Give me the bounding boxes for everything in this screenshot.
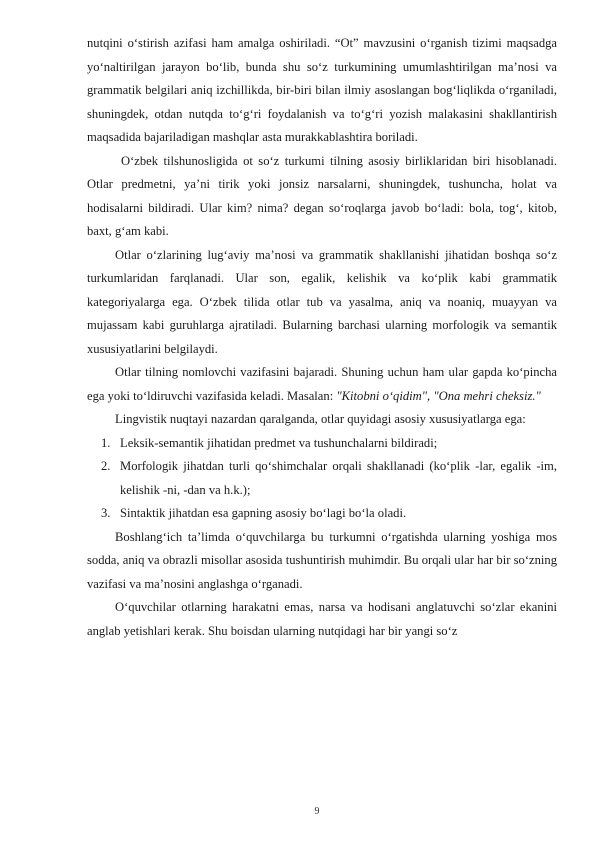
- list-item: [87, 502, 557, 526]
- paragraph-1: nutqini o‘stirish azifasi ham amalga oshiriladi. “Ot” mavzusini o‘rganish tizimi maqsadga yo‘naltirilgan jarayon bo‘lib, bunda shu so‘z turkumining umumlashtirilgan ma’nosi va grammatik belgilari aniq izchillikda, bir-biri bilan ilmiy asoslangan bog‘liqlikda o‘rganiladi, shuningdek, otdan nutqda to‘g‘ri foydalanish va to‘g‘ri yozish malakasini shakllantirish maqsadida bajariladigan mashqlar asta murakkablashtira boriladi.: [87, 36, 557, 144]
- list-item: [87, 455, 557, 502]
- paragraph-3: Otlar o‘zlarining lug‘aviy ma’nosi va grammatik shakllanishi jihatidan boshqa so‘z turkumlaridan farqlanadi. Ular son, egalik, kelishik va ko‘plik kabi grammatik kategoriyalarga ega. O‘zbek tilida otlar tub va yasalma, aniq va noaniq, muayyan va mujassam kabi guruhlarga ajratiladi. Bularning barchasi ularning morfologik va semantik xususiyatlarini belgilaydi.: [87, 247, 557, 356]
- paragraph-5: Lingvistik nuqtayi nazardan qaralganda, otlar quyidagi asosiy xususiyatlarga ega:: [115, 412, 526, 426]
- page-number: 9: [314, 806, 320, 817]
- paragraph-6: Boshlang‘ich ta’limda o‘quvchilarga bu turkumni o‘rgatishda ularning yoshiga mos sodda, aniq va obrazli misollar asosida tushuntirish muhimdir. Bu orqali ular har bir so‘zning vazifasi va ma’nosini anglashga o‘rganadi.: [87, 529, 557, 591]
- list-item-number: 2.: [101, 459, 111, 473]
- list-item-text: Morfologik jihatdan turli qo‘shimchalar orqali shakllanadi (ko‘plik -lar, egalik -im, kelishik -ni, -dan va h.k.);: [120, 459, 557, 497]
- feature-list: [87, 432, 557, 526]
- list-item-text: Sintaktik jihatdan esa gapning asosiy bo‘lagi bo‘la oladi.: [120, 506, 407, 520]
- paragraph-2: O‘zbek tilshunosligida ot so‘z turkumi tilning asosiy birliklaridan biri hisoblanadi. Otlar predmetni, ya’ni tirik yoki jonsiz narsalarni, shuningdek, tushuncha, holat va hodisalarni bildiradi. Ular kim? nima? degan so‘roqlarga javob bo‘ladi: bola, tog‘, kitob, baxt, g‘am kabi.: [87, 153, 557, 238]
- paragraph-4-text: Otlar tilning nomlovchi vazifasini bajaradi. Shuning uchun ham ular gapda ko‘pincha ega yoki to‘ldiruvchi vazifasida keladi. Masalan:: [87, 365, 557, 403]
- list-item-number: 1.: [101, 435, 111, 450]
- paragraph-7: O‘quvchilar otlarning harakatni emas, narsa va hodisani anglatuvchi so‘zlar ekanini anglab yetishlari kerak. Shu boisdan ularning nutqidagi har bir yangi so‘z: [87, 600, 557, 638]
- page-body: [87, 32, 557, 643]
- list-item: [87, 432, 557, 456]
- paragraph-4: [87, 361, 557, 408]
- paragraph-4-example: "Kitobni o‘qidim", "Ona mehri cheksiz.": [336, 388, 541, 403]
- list-item-text: Leksik-semantik jihatidan predmet va tushunchalarni bildiradi;: [120, 435, 438, 450]
- list-item-number: 3.: [101, 506, 111, 520]
